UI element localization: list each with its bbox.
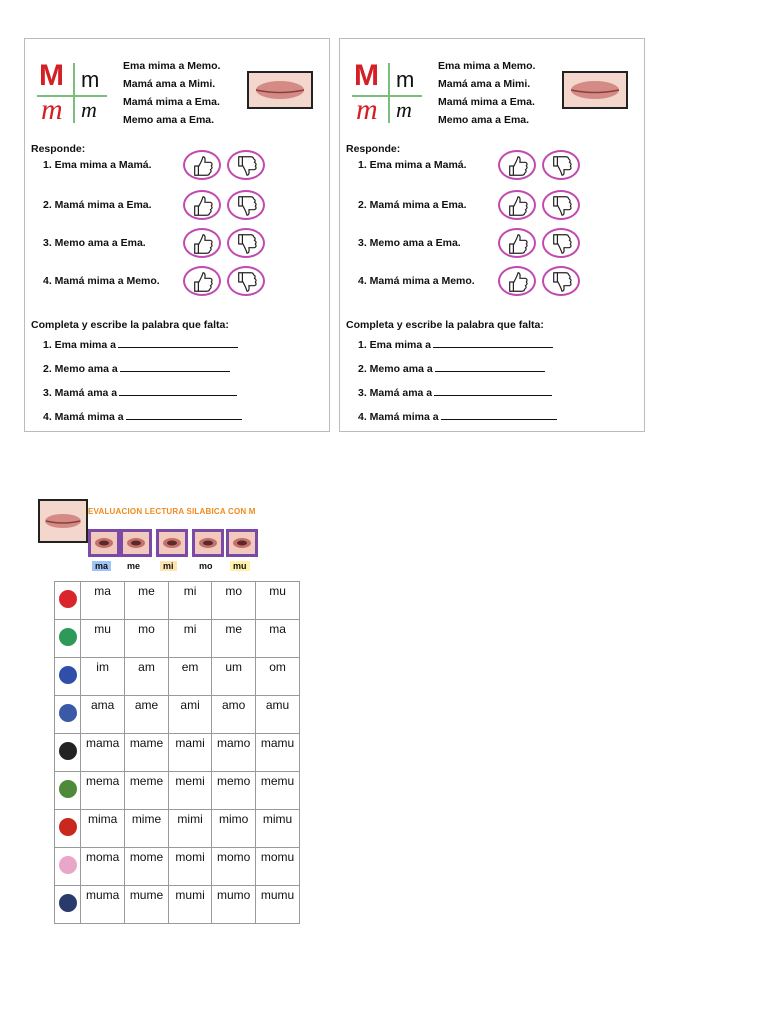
hulk-icon (59, 780, 77, 798)
divider-vertical (73, 63, 75, 123)
thumbs-down-icon[interactable] (227, 266, 265, 296)
answer-blank[interactable] (120, 361, 230, 372)
fill-in-line (43, 385, 237, 399)
lips-image (562, 71, 628, 109)
syllable-cell: am (125, 658, 169, 696)
responde-title: Responde: (346, 143, 401, 155)
lips-image (247, 71, 313, 109)
fill-in-line (43, 361, 230, 375)
row-icon-cell (55, 696, 81, 734)
syllable-cell: om (256, 658, 300, 696)
answer-blank[interactable] (435, 361, 545, 372)
thumbs-up-icon[interactable] (183, 190, 221, 220)
mouth-image (88, 529, 120, 557)
syllable-cell: me (212, 620, 256, 658)
row-icon-cell (55, 620, 81, 658)
syllable-cell: mu (81, 620, 125, 658)
syllable-cell: mame (125, 734, 169, 772)
row-icon-cell (55, 734, 81, 772)
letter-M-upper: M (354, 59, 379, 92)
reading-sentences (123, 57, 220, 129)
worksheet-card-left (24, 38, 330, 432)
mouth-image (120, 529, 152, 557)
row-icon-cell (55, 582, 81, 620)
sentence: Ema mima a Memo. (123, 60, 221, 72)
thumbs-down-icon[interactable] (542, 228, 580, 258)
mouth-image (156, 529, 188, 557)
ariel-icon (59, 628, 77, 646)
syllable-cell: ma (256, 620, 300, 658)
syllable-cell: mimi (168, 810, 211, 848)
sentence: Mamá mima a Ema. (438, 96, 535, 108)
syllable-cell: mime (125, 810, 169, 848)
fill-in-line (358, 409, 557, 423)
syllable-cell: momu (256, 848, 300, 886)
thumbs-up-icon[interactable] (498, 228, 536, 258)
fill-in-line (358, 337, 553, 351)
completa-title: Completa y escribe la palabra que falta: (31, 319, 229, 331)
answer-blank[interactable] (126, 409, 242, 420)
syllable-label: mu (230, 561, 250, 571)
sentence: Mamá ama a Mimi. (123, 78, 216, 90)
worksheet-card-right (339, 38, 645, 432)
thumbs-up-icon[interactable] (498, 150, 536, 180)
letter-m-script-lower: m (396, 97, 412, 122)
syllable-cell: amo (212, 696, 256, 734)
letter-M-script-upper: m (356, 93, 378, 126)
syllable-cell: momi (168, 848, 211, 886)
responde-title: Responde: (31, 143, 86, 155)
row-icon-cell (55, 658, 81, 696)
syllable-cell: mami (168, 734, 211, 772)
syllable-cell: mima (81, 810, 125, 848)
syllable-evaluation (30, 495, 300, 905)
iron-man-icon (59, 818, 77, 836)
table-row (55, 886, 300, 924)
thumbs-up-icon[interactable] (498, 266, 536, 296)
syllable-cell: ami (168, 696, 211, 734)
completa-title: Completa y escribe la palabra que falta: (346, 319, 544, 331)
thumbs-down-icon[interactable] (227, 150, 265, 180)
syllable-cell: muma (81, 886, 125, 924)
syllable-cell: mumo (212, 886, 256, 924)
captain-america-icon (59, 704, 77, 722)
mouth-image (192, 529, 224, 557)
table-row (55, 734, 300, 772)
syllable-cell: em (168, 658, 211, 696)
syllable-cell: memi (168, 772, 211, 810)
syllable-cell: mume (125, 886, 169, 924)
thumbs-up-icon[interactable] (183, 228, 221, 258)
fill-in-text: 2. Memo ama a (43, 363, 118, 375)
answer-blank[interactable] (434, 385, 552, 396)
row-icon-cell (55, 886, 81, 924)
syllable-label: ma (92, 561, 111, 571)
letters-block (35, 61, 107, 125)
thumbs-down-icon[interactable] (542, 190, 580, 220)
batman-icon (59, 894, 77, 912)
syllable-cell: mumu (256, 886, 300, 924)
syllable-cell: mu (256, 582, 300, 620)
lips-image (38, 499, 88, 543)
fill-in-line (358, 385, 552, 399)
syllable-label: mi (160, 561, 177, 571)
table-row (55, 810, 300, 848)
thumbs-down-icon[interactable] (542, 266, 580, 296)
letter-M-upper: M (39, 59, 64, 92)
table-row (55, 658, 300, 696)
syllable-cell: mo (212, 582, 256, 620)
fill-in-text: 3. Mamá ama a (358, 387, 433, 399)
sentence: Mamá mima a Ema. (123, 96, 220, 108)
syllable-cell: ame (125, 696, 169, 734)
letter-m-script-lower: m (81, 97, 97, 122)
syllable-label: mo (196, 561, 216, 571)
fill-in-line (43, 409, 242, 423)
syllable-cell: ma (81, 582, 125, 620)
table-row (55, 620, 300, 658)
syllable-cell: mimu (256, 810, 300, 848)
letters-block (350, 61, 422, 125)
fill-in-text: 1. Ema mima a (43, 339, 116, 351)
syllable-cell: mamo (212, 734, 256, 772)
fill-in-text: 3. Mamá ama a (43, 387, 118, 399)
thumbs-down-icon[interactable] (227, 190, 265, 220)
sentence: Memo ama a Ema. (123, 114, 215, 126)
question: 3. Memo ama a Ema. (43, 237, 146, 249)
letter-M-script-upper: m (41, 93, 63, 126)
question: 2. Mamá mima a Ema. (43, 199, 152, 211)
syllable-cell: memu (256, 772, 300, 810)
answer-blank[interactable] (441, 409, 557, 420)
syllable-cell: momo (212, 848, 256, 886)
fill-in-line (43, 337, 238, 351)
row-icon-cell (55, 772, 81, 810)
wonder-woman-icon (59, 666, 77, 684)
thumbs-down-icon[interactable] (227, 228, 265, 258)
letter-m-lower: m (81, 67, 100, 92)
syllable-cell: mome (125, 848, 169, 886)
question: 1. Ema mima a Mamá. (43, 159, 152, 171)
syllable-cell: im (81, 658, 125, 696)
syllable-cell: mema (81, 772, 125, 810)
answer-blank[interactable] (118, 337, 238, 348)
syllable-cell: mi (168, 582, 211, 620)
fill-in-text: 1. Ema mima a (358, 339, 431, 351)
syllable-cell: ama (81, 696, 125, 734)
fill-in-line (358, 361, 545, 375)
barbie-icon (59, 856, 77, 874)
thumbs-up-icon[interactable] (183, 150, 221, 180)
syllable-cell: mimo (212, 810, 256, 848)
syllable-cell: mamu (256, 734, 300, 772)
table-row (55, 696, 300, 734)
row-icon-cell (55, 848, 81, 886)
spiderman-icon (59, 590, 77, 608)
sentence: Mamá ama a Mimi. (438, 78, 531, 90)
table-row (55, 848, 300, 886)
fill-in-text: 2. Memo ama a (358, 363, 433, 375)
fill-in-text: 4. Mamá mima a (358, 411, 439, 423)
sentence: Ema mima a Memo. (438, 60, 536, 72)
syllable-cell: moma (81, 848, 125, 886)
question: 3. Memo ama a Ema. (358, 237, 461, 249)
syllable-cell: amu (256, 696, 300, 734)
answer-blank[interactable] (433, 337, 553, 348)
syllable-cell: me (125, 582, 169, 620)
question: 1. Ema mima a Mamá. (358, 159, 467, 171)
divider-vertical (388, 63, 390, 123)
syllable-cell: um (212, 658, 256, 696)
thumbs-down-icon[interactable] (542, 150, 580, 180)
question: 4. Mamá mima a Memo. (43, 275, 160, 287)
question: 2. Mamá mima a Ema. (358, 199, 467, 211)
question: 4. Mamá mima a Memo. (358, 275, 475, 287)
evaluation-title: EVALUACION LECTURA SILABICA CON M (88, 507, 256, 516)
syllable-cell: mi (168, 620, 211, 658)
row-icon-cell (55, 810, 81, 848)
syllable-cell: mo (125, 620, 169, 658)
syllable-cell: mama (81, 734, 125, 772)
syllable-cell: meme (125, 772, 169, 810)
thumbs-up-icon[interactable] (183, 266, 221, 296)
table-row (55, 582, 300, 620)
reading-sentences (438, 57, 535, 129)
syllable-cell: mumi (168, 886, 211, 924)
answer-blank[interactable] (119, 385, 237, 396)
syllable-table (54, 581, 300, 924)
mouth-image (226, 529, 258, 557)
syllable-cell: memo (212, 772, 256, 810)
catwoman-icon (59, 742, 77, 760)
thumbs-up-icon[interactable] (498, 190, 536, 220)
sentence: Memo ama a Ema. (438, 114, 530, 126)
letter-m-lower: m (396, 67, 415, 92)
table-row (55, 772, 300, 810)
syllable-label: me (124, 561, 143, 571)
fill-in-text: 4. Mamá mima a (43, 411, 124, 423)
